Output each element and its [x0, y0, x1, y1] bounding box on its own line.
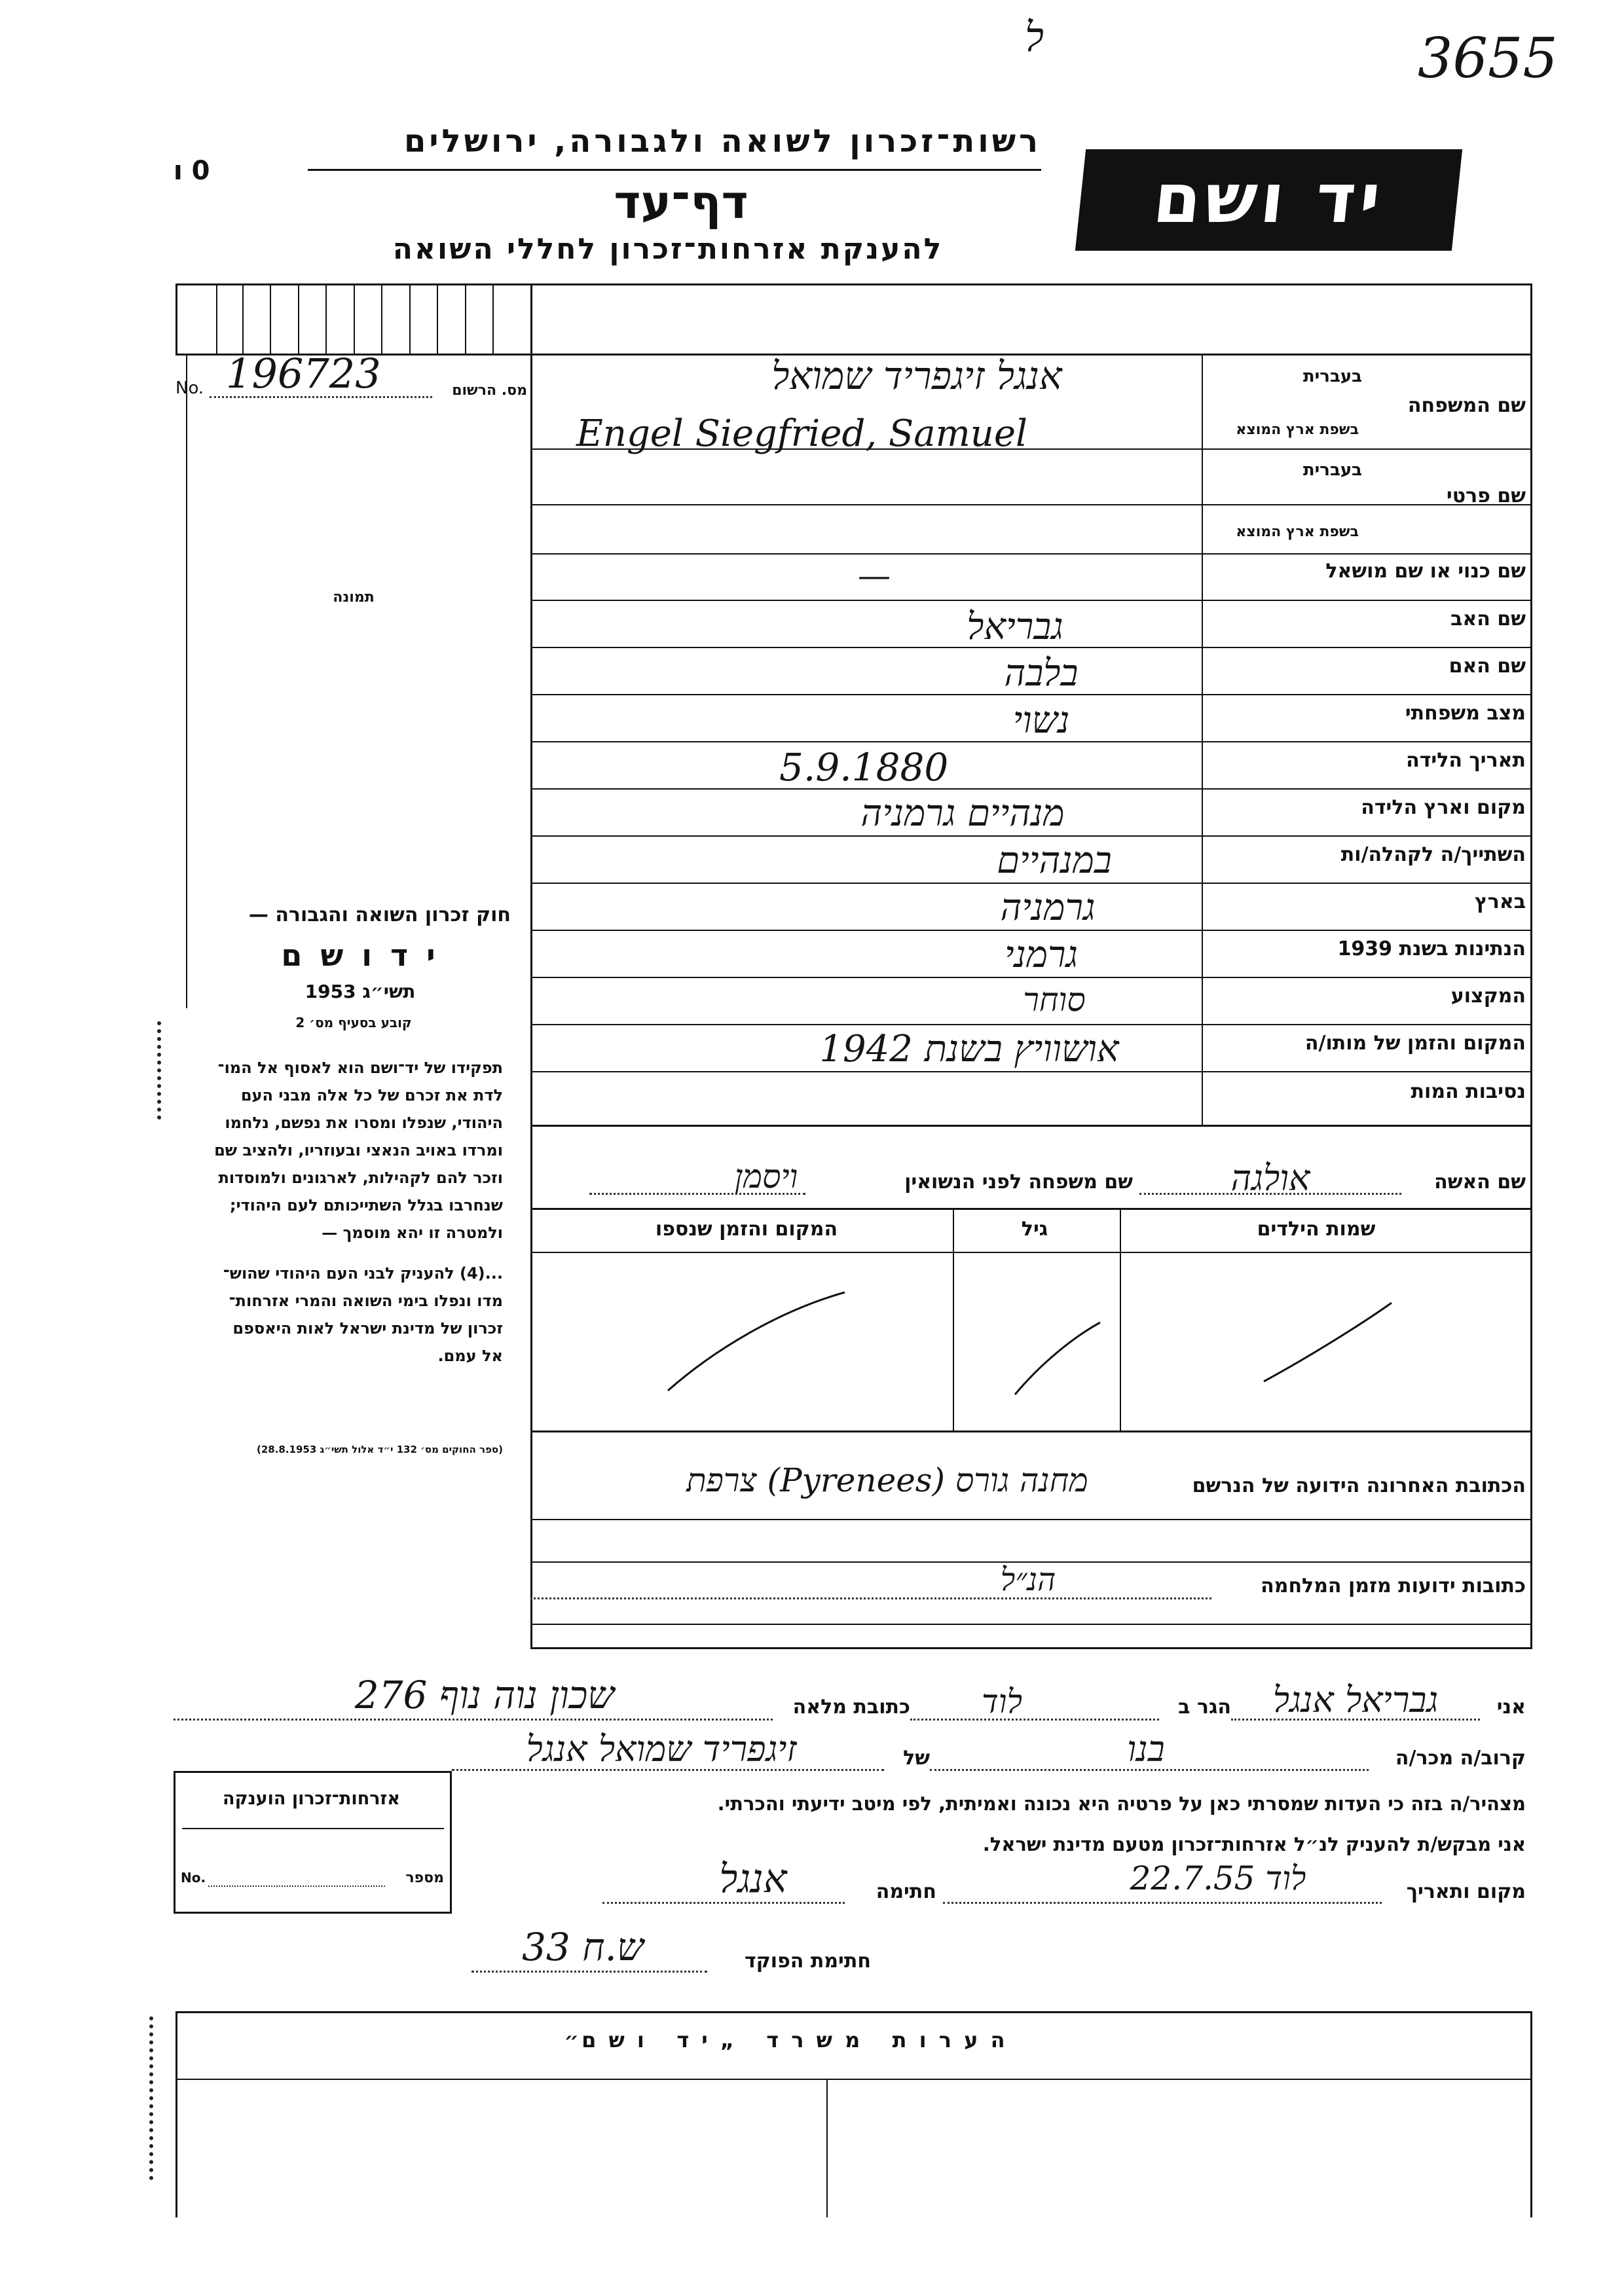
- citizenship-box-no: No.: [181, 1870, 206, 1886]
- row-line: [530, 930, 1530, 931]
- father-value: גבריאל: [967, 606, 1063, 648]
- death-label: המקום והזמן של מותו/ה: [1304, 1032, 1526, 1055]
- resident-label: הגר ב: [1178, 1696, 1231, 1719]
- children-top: [530, 1208, 1530, 1210]
- relation-label: קרוב/ה מכר/ה: [1395, 1747, 1526, 1770]
- reg-no-label: No.: [175, 378, 204, 398]
- sidebar-margin-marks: [157, 1021, 161, 1120]
- full-address-dots: [174, 1719, 773, 1721]
- family-sub-origin: בשפת ארץ המוצא: [1236, 422, 1359, 438]
- sidebar-source: (ספר החוקים מס׳ 132 י״ד אלול תשי״ג 28.8.1953): [256, 1444, 503, 1455]
- frame-left: [175, 283, 177, 354]
- sidebar-law-title: חוק זכרון השואה והגבורה —: [248, 903, 511, 926]
- address-line-1: [530, 1519, 1530, 1520]
- authority-line: רשות־זכרון לשואה ולגבורה, ירושלים: [403, 123, 1041, 160]
- row-line: [530, 977, 1530, 978]
- children-strike-lines: [530, 1252, 1530, 1432]
- row-line: [530, 600, 1530, 601]
- yad-vashem-logo: [1075, 149, 1462, 251]
- tick-10: [465, 283, 466, 354]
- declarant-name: גבריאל אנגל: [1272, 1679, 1439, 1721]
- row-line: [530, 553, 1530, 555]
- tick-9: [437, 283, 438, 354]
- sidebar-yad-vashem: י ד ו ש ם: [281, 938, 439, 973]
- children-header-names: שמות הילדים: [1257, 1218, 1376, 1241]
- country-label: בארץ: [1474, 890, 1526, 913]
- official-signature: ש.ח 33: [521, 1925, 644, 1969]
- birth-date-label: תאריך הלידה: [1406, 749, 1526, 772]
- birth-date-value: 5.9.1880: [779, 745, 949, 790]
- sidebar-line: אל עמם.: [437, 1347, 503, 1365]
- citizenship-box: [174, 1771, 452, 1914]
- nickname-label: שם כנוי או שם מושאל: [1325, 560, 1526, 583]
- marital-value: נשוי: [1012, 699, 1070, 742]
- signature-label: חתימה: [876, 1880, 936, 1903]
- form-subtitle: להענקת אזרחות־זכרון לחללי השואה: [392, 232, 944, 266]
- notes-margin-marks: [149, 2016, 153, 2180]
- tick-2: [242, 283, 244, 354]
- row-line: [530, 788, 1530, 790]
- mother-label: שם האם: [1449, 655, 1526, 678]
- citizenship-label: הנתינות בשנת 1939: [1337, 938, 1526, 960]
- family-sub-hebrew: בעברית: [1302, 367, 1362, 386]
- notes-left: [175, 2011, 177, 2217]
- first-sub-hebrew: בעברית: [1302, 460, 1362, 480]
- notes-right: [1530, 2011, 1532, 2217]
- nickname-value: —: [858, 556, 891, 594]
- of-label: של: [903, 1747, 930, 1770]
- birth-place-label: מקום וארץ הלידה: [1361, 796, 1526, 819]
- top-left-marks: ı 0: [174, 156, 210, 186]
- row-line: [530, 835, 1530, 837]
- profession-value: סוחר: [1023, 981, 1086, 1019]
- family-name-label: שם המשפחה: [1407, 394, 1526, 417]
- children-header-age: גיל: [1021, 1218, 1048, 1241]
- official-signature-label: חתימת הפוקד: [745, 1950, 871, 1973]
- sidebar-line: לדת את זכרם של כל אלה מבני העם: [240, 1086, 503, 1104]
- first-name-label: שם פרטי: [1446, 484, 1526, 507]
- wife-label: שם האשה: [1434, 1171, 1526, 1194]
- reg-number: 196723: [226, 350, 381, 397]
- strike-line-age: [1015, 1322, 1100, 1394]
- declaration-line-2: אני מבקש/ת להעניק לנ״ל אזרחות־זכרון מטעם מדינת ישראל.: [982, 1833, 1526, 1855]
- father-label: שם האב: [1450, 608, 1526, 630]
- family-name-hebrew-value: אנגל זיגפריד שמואל: [771, 354, 1062, 398]
- sidebar-line: היהודי, שנפלו ומסרו את נפשם, נלחמו: [225, 1114, 503, 1132]
- country-value: גרמניה: [1000, 886, 1096, 929]
- tick-7: [381, 283, 382, 354]
- label-column-divider: [1202, 354, 1203, 1125]
- photo-label: תמונה: [333, 589, 375, 606]
- row-line: [530, 1071, 1530, 1072]
- citizenship-box-rule: [182, 1828, 444, 1829]
- strike-line-place: [668, 1292, 845, 1391]
- column-divider: [530, 283, 532, 1647]
- sidebar-line: מדו ונפלו בימי השואה והמרי אזרחות־: [229, 1292, 503, 1310]
- community-label: השתייך/ה לקהלה/ות: [1340, 843, 1526, 866]
- tick-5: [325, 283, 327, 354]
- marital-label: מצב משפחתי: [1405, 702, 1526, 725]
- last-address-label: הכתובת האחרונה הידועה של הנרשם: [1192, 1474, 1526, 1497]
- strike-line-names: [1264, 1303, 1392, 1381]
- death-value: אושוויץ בשנת 1942: [819, 1028, 1119, 1070]
- section-line: [530, 1125, 1530, 1127]
- sidebar-line: ומרדו באויב הנאצי ובעוזריו, ולהציב שם: [214, 1141, 503, 1159]
- tick-6: [354, 283, 355, 354]
- declarant-i-label: אני: [1496, 1696, 1526, 1719]
- wife-value: אולגה: [1230, 1157, 1310, 1199]
- sidebar-line: וזכר להם לקהילות, לארגונים ולמוסדות: [218, 1169, 503, 1187]
- maiden-value: ויסמן: [734, 1157, 798, 1195]
- corner-mark: ל: [1025, 13, 1044, 61]
- sidebar-line: זכרון של מדינת ישראל לאות היאספם: [232, 1319, 503, 1338]
- death-circumstances-label: נסיבות המות: [1411, 1080, 1526, 1103]
- frame-section-bottom: [530, 1647, 1532, 1649]
- authority-underline: [308, 169, 1041, 171]
- sidebar-line: ...(4) להעניק לבני העם היהודי שהוש־: [223, 1264, 503, 1283]
- tick-11: [492, 283, 494, 354]
- tick-1: [216, 283, 217, 354]
- last-address-value: מחנה גורס (Pyrenees) צרפת: [686, 1461, 1088, 1499]
- office-notes-title: ה ע ר ו ת מ ש ר ד „ י ד ו ש ם״: [564, 2028, 1008, 2052]
- tick-8: [409, 283, 411, 354]
- of-name-value: זיגפריד שמואל אנגל: [526, 1728, 797, 1770]
- profession-label: המקצוע: [1450, 985, 1526, 1008]
- sidebar-line: שנחרבו בגלל השתייכותם לעם היהודי;: [229, 1196, 503, 1214]
- declaration-line-1: מצהיר/ה בזה כי העדות שמסרתי כאן על פרטיה היא נכונה ואמיתית, לפי מיטב ידיעתי והכרתי.: [717, 1793, 1526, 1815]
- place-date-label: מקום ותאריך: [1406, 1880, 1526, 1903]
- archive-number: 3655: [1418, 26, 1558, 90]
- war-address-value: הנ״ל: [1000, 1561, 1056, 1598]
- frame-top: [175, 283, 1532, 285]
- address-line-3: [530, 1624, 1530, 1625]
- official-signature-dots: [471, 1971, 707, 1973]
- notes-divider: [826, 2079, 828, 2217]
- family-name-origin-value: Engel Siegfried, Samuel: [576, 412, 1027, 455]
- declarant-signature: אנגל: [719, 1856, 787, 1902]
- sidebar-line: תפקידו של יד־ושם הוא לאסוף אל המו־: [217, 1059, 503, 1077]
- row-line: [530, 1024, 1530, 1025]
- citizenship-value: גרמני: [1004, 934, 1079, 976]
- notes-rule: [175, 2079, 1532, 2080]
- citizenship-box-title: אזרחות־זכרון הוענקה: [223, 1789, 400, 1809]
- form-title: דף־עד: [614, 175, 748, 229]
- row-line: [530, 883, 1530, 884]
- full-address-label: כתובת מלאה: [792, 1696, 910, 1719]
- declarant-full-address: שכון נוה נוף 276: [354, 1673, 615, 1717]
- tick-3: [270, 283, 271, 354]
- maiden-label: שם משפחה לפני הנשואין: [904, 1171, 1133, 1194]
- place-date-dots: [943, 1902, 1382, 1904]
- frame-right: [1530, 283, 1532, 1647]
- sidebar-paragraph: [162, 1054, 503, 1370]
- notes-top: [175, 2011, 1532, 2013]
- community-value: במנהיים: [997, 839, 1112, 882]
- first-sub-origin: בשפת ארץ המוצא: [1236, 524, 1359, 540]
- signature-dots: [602, 1902, 845, 1904]
- sidebar-clause: קובע בסעיף מס׳ 2: [295, 1015, 412, 1030]
- citizenship-box-dots: [208, 1886, 385, 1887]
- relation-value: בנו: [1127, 1728, 1165, 1770]
- tick-4: [298, 283, 299, 354]
- logo-text: יד ושם: [1149, 158, 1388, 238]
- sidebar-line: ולמטרה זו יהא מוסמך —: [322, 1224, 503, 1242]
- children-bottom: [530, 1430, 1530, 1432]
- place-date-value: לוד 22.7.55: [1130, 1859, 1306, 1897]
- war-address-dots: [530, 1597, 1211, 1599]
- citizenship-box-number-label: מספר: [405, 1870, 444, 1886]
- reg-label: מס. הרשום: [452, 382, 527, 399]
- declarant-city: לוד: [982, 1683, 1022, 1721]
- sidebar-year: תשי״ג 1953: [304, 981, 416, 1002]
- mother-value: בלבה: [1004, 652, 1079, 695]
- war-address-label: כתובות ידועות מזמן המלחמה: [1261, 1575, 1526, 1597]
- children-header-place: המקום והזמן שנספו: [655, 1218, 838, 1241]
- birth-place-value: מנהיים גרמניה: [860, 792, 1065, 835]
